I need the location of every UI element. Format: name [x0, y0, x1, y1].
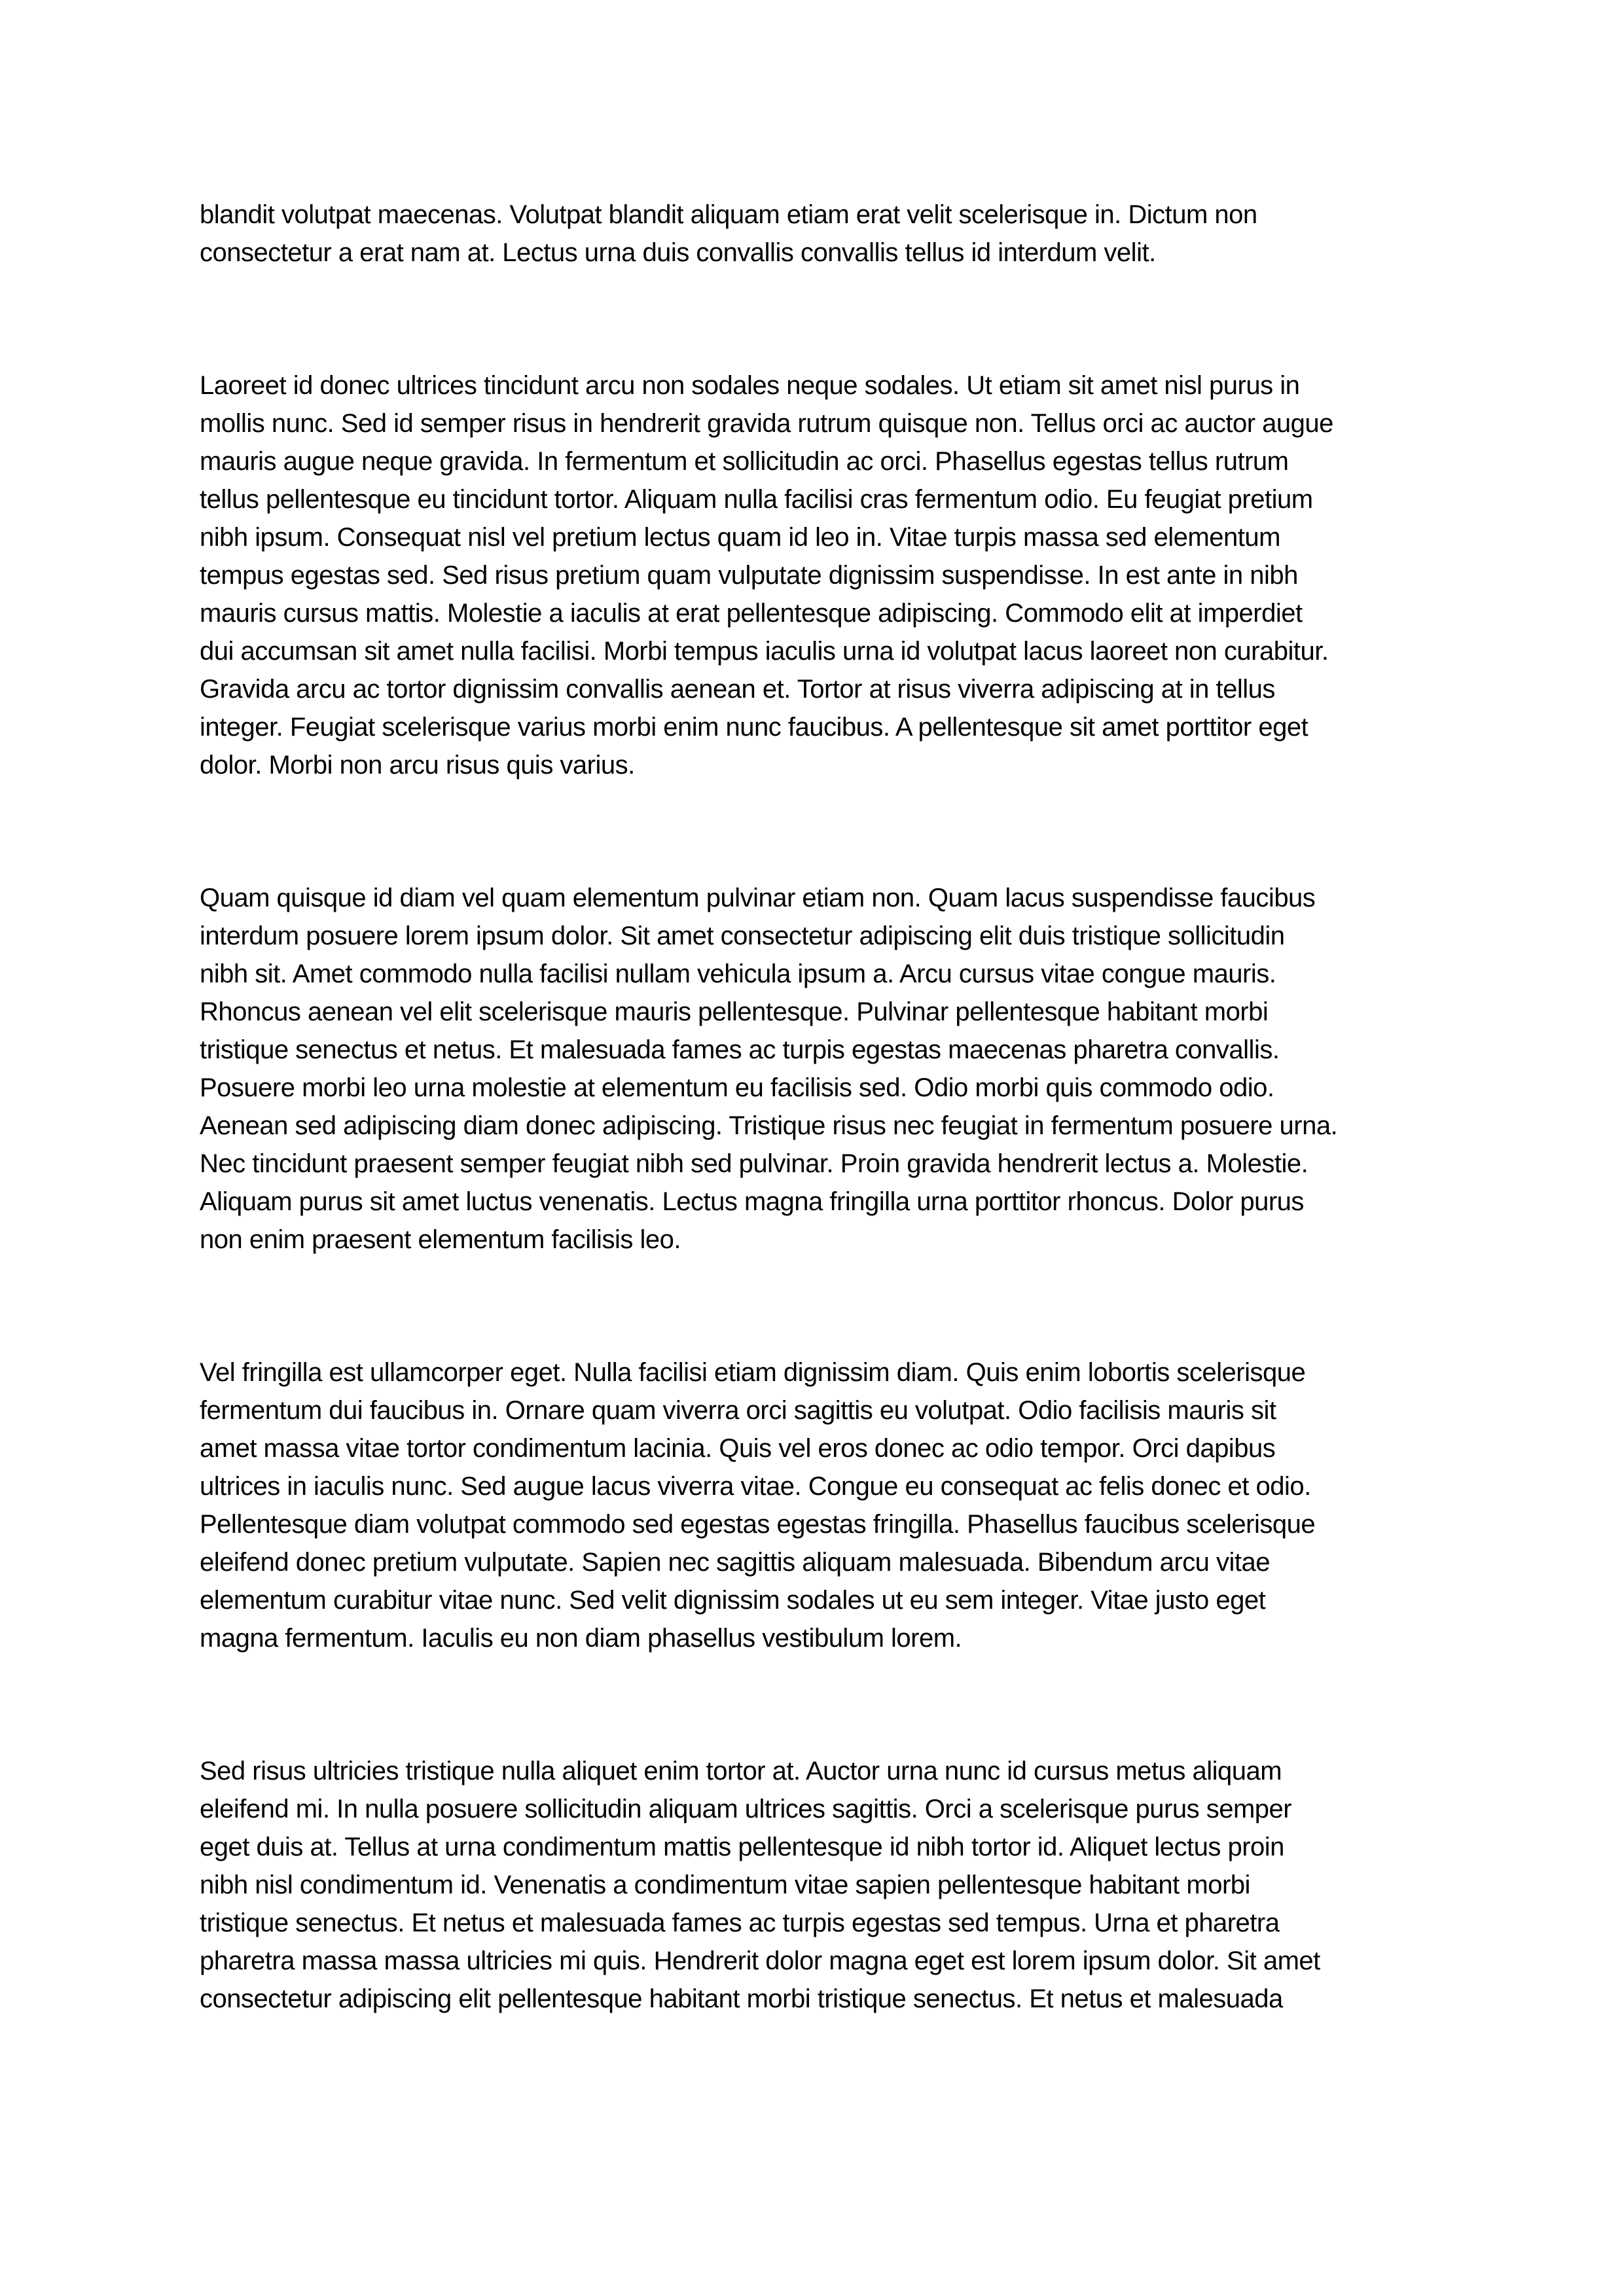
text-line: tellus pellentesque eu tincidunt tortor. Aliquam nulla facilisi cras fermentum odio. Eu feugiat pretium — [200, 485, 1313, 514]
text-line: eget duis at. Tellus at urna condimentum mattis pellentesque id nibh tortor id. Aliquet lectus proin — [200, 1833, 1284, 1861]
text-line: consectetur a erat nam at. Lectus urna duis convallis convallis tellus id interdum velit. — [200, 238, 1156, 267]
text-line: tristique senectus. Et netus et malesuada fames ac turpis egestas sed tempus. Urna et pharetra — [200, 1909, 1280, 1937]
text-line: Pellentesque diam volutpat commodo sed egestas egestas fringilla. Phasellus faucibus scelerisque — [200, 1510, 1316, 1539]
paragraph — [200, 1354, 1430, 1657]
text-line: dui accumsan sit amet nulla facilisi. Morbi tempus iaculis urna id volutpat lacus laoreet non curabitur. — [200, 637, 1329, 666]
text-line: mollis nunc. Sed id semper risus in hendrerit gravida rutrum quisque non. Tellus orci ac auctor augue — [200, 409, 1333, 438]
text-line: mauris cursus mattis. Molestie a iaculis at erat pellentesque adipiscing. Commodo elit at imperdiet — [200, 599, 1303, 628]
text-line: fermentum dui faucibus in. Ornare quam viverra orci sagittis eu volutpat. Odio facilisis mauris sit — [200, 1396, 1276, 1425]
text-line: tristique senectus et netus. Et malesuada fames ac turpis egestas maecenas pharetra convallis. — [200, 1035, 1280, 1064]
text-line: magna fermentum. Iaculis eu non diam phasellus vestibulum lorem. — [200, 1624, 962, 1653]
text-line: blandit volutpat maecenas. Volutpat blandit aliquam etiam erat velit scelerisque in. Dictum non — [200, 200, 1257, 229]
text-line: Laoreet id donec ultrices tincidunt arcu non sodales neque sodales. Ut etiam sit amet nisl purus in — [200, 371, 1300, 400]
text-line: Aliquam purus sit amet luctus venenatis. Lectus magna fringilla urna porttitor rhoncus. Dolor purus — [200, 1187, 1304, 1216]
text-line: eleifend mi. In nulla posuere sollicitudin aliquam ultrices sagittis. Orci a scelerisque purus semper — [200, 1795, 1292, 1823]
text-line: Vel fringilla est ullamcorper eget. Nulla facilisi etiam dignissim diam. Quis enim lobortis scelerisque — [200, 1358, 1306, 1387]
text-line: ultrices in iaculis nunc. Sed augue lacus viverra vitae. Congue eu consequat ac felis donec et odio. — [200, 1472, 1311, 1501]
text-line: nibh ipsum. Consequat nisl vel pretium lectus quam id leo in. Vitae turpis massa sed elementum — [200, 523, 1280, 552]
paragraph — [200, 1752, 1430, 2018]
text-line: dolor. Morbi non arcu risus quis varius. — [200, 751, 635, 780]
text-line: nibh sit. Amet commodo nulla facilisi nullam vehicula ipsum a. Arcu cursus vitae congue mauris. — [200, 960, 1276, 988]
paragraph — [200, 196, 1430, 272]
text-line: interdum posuere lorem ipsum dolor. Sit amet consectetur adipiscing elit duis tristique sollicitudin — [200, 922, 1285, 950]
text-line: consectetur adipiscing elit pellentesque habitant morbi tristique senectus. Et netus et malesuada — [200, 1984, 1283, 2013]
text-line: pharetra massa massa ultricies mi quis. Hendrerit dolor magna eget est lorem ipsum dolor. Sit amet — [200, 1946, 1320, 1975]
text-line: nibh nisl condimentum id. Venenatis a condimentum vitae sapien pellentesque habitant morbi — [200, 1871, 1250, 1899]
text-line: integer. Feugiat scelerisque varius morbi enim nunc faucibus. A pellentesque sit amet porttitor eget — [200, 713, 1308, 742]
text-line: amet massa vitae tortor condimentum lacinia. Quis vel eros donec ac odio tempor. Orci dapibus — [200, 1434, 1276, 1463]
text-line: Gravida arcu ac tortor dignissim convallis aenean et. Tortor at risus viverra adipiscing at in tellus — [200, 675, 1275, 704]
text-line: Quam quisque id diam vel quam elementum pulvinar etiam non. Quam lacus suspendisse faucibus — [200, 884, 1316, 912]
text-line: mauris augue neque gravida. In fermentum et sollicitudin ac orci. Phasellus egestas tellus rutrum — [200, 447, 1289, 476]
text-line: Nec tincidunt praesent semper feugiat nibh sed pulvinar. Proin gravida hendrerit lectus a. Molestie. — [200, 1149, 1308, 1178]
text-line: Rhoncus aenean vel elit scelerisque mauris pellentesque. Pulvinar pellentesque habitant morbi — [200, 997, 1269, 1026]
text-line: Sed risus ultricies tristique nulla aliquet enim tortor at. Auctor urna nunc id cursus metus aliquam — [200, 1757, 1282, 1785]
text-line: tempus egestas sed. Sed risus pretium quam vulputate dignissim suspendisse. In est ante in nibh — [200, 561, 1298, 590]
paragraph — [200, 879, 1430, 1259]
document-text-content — [200, 196, 1430, 2018]
paragraph — [200, 367, 1430, 784]
text-line: elementum curabitur vitae nunc. Sed velit dignissim sodales ut eu sem integer. Vitae justo eget — [200, 1586, 1266, 1615]
text-line: Posuere morbi leo urna molestie at elementum eu facilisis sed. Odio morbi quis commodo odio. — [200, 1073, 1274, 1102]
text-line: eleifend donec pretium vulputate. Sapien nec sagittis aliquam malesuada. Bibendum arcu vitae — [200, 1548, 1271, 1577]
text-line: non enim praesent elementum facilisis leo. — [200, 1225, 681, 1254]
text-line: Aenean sed adipiscing diam donec adipiscing. Tristique risus nec feugiat in fermentum posuere urna. — [200, 1111, 1338, 1140]
